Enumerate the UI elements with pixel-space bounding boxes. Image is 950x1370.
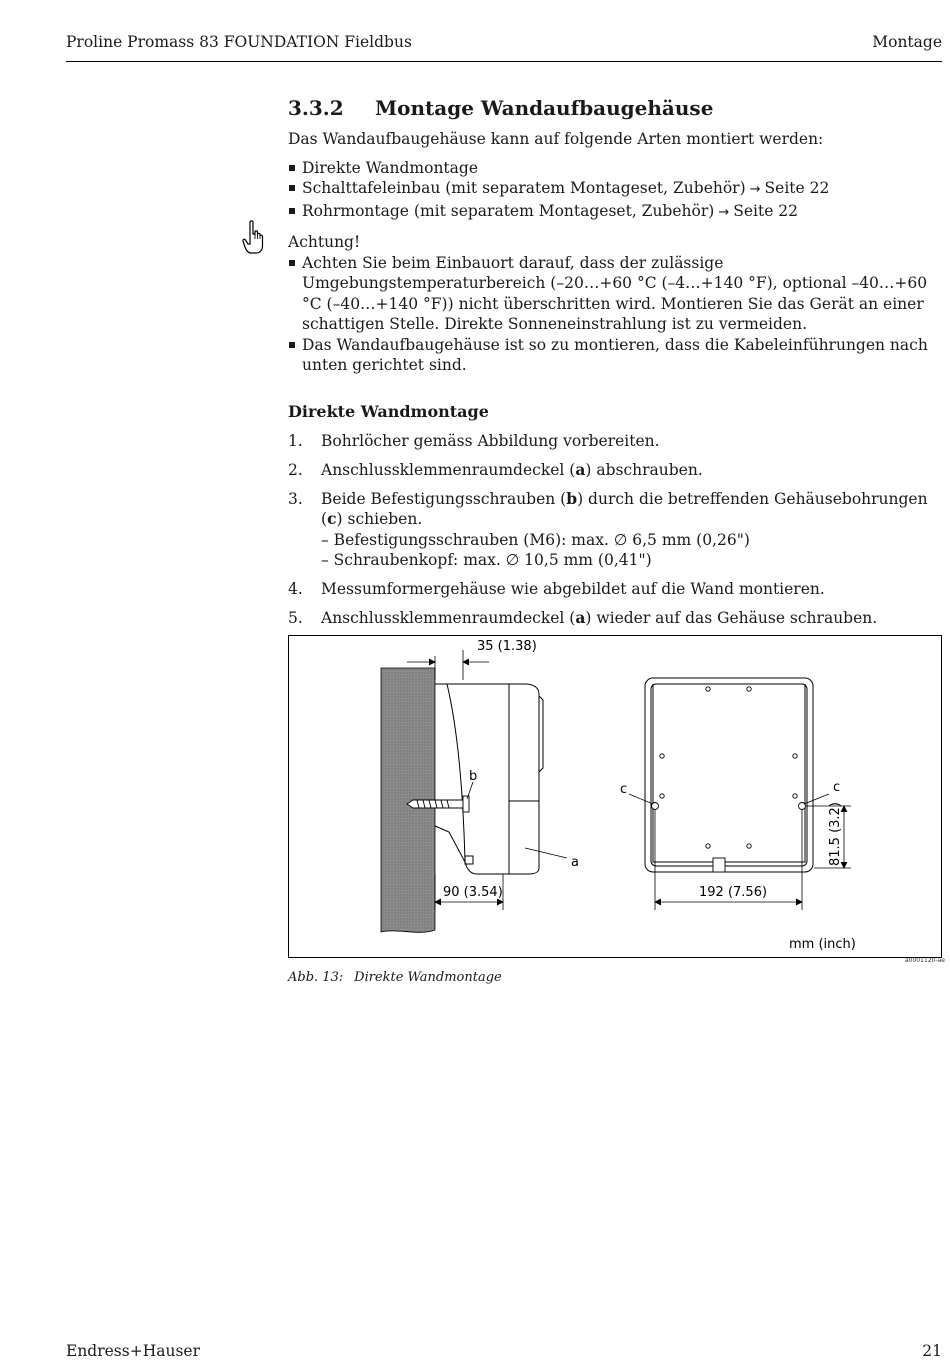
mounting-option: Direkte Wandmontage: [288, 158, 942, 179]
procedure-heading: Direkte Wandmontage: [288, 401, 489, 421]
header-chapter: Montage: [872, 33, 942, 51]
procedure-step: 5. Anschlussklemmenraumdeckel (a) wieder auf das Gehäuse schrauben.: [288, 608, 878, 627]
caution-list: [288, 253, 942, 376]
header-document-title: Proline Promass 83 FOUNDATION Fieldbus: [66, 33, 412, 51]
units-label: mm (inch): [789, 937, 856, 952]
pointing-hand-icon: [242, 220, 264, 256]
page-reference-link[interactable]: Seite 22: [733, 201, 799, 220]
wall-mount-drawing: [289, 636, 941, 957]
mounting-options-list: [288, 158, 942, 224]
housing-front-view: [645, 678, 813, 872]
dim-192: 192 (7.56): [699, 885, 768, 900]
caution-item: Das Wandaufbaugehäuse ist so zu montieren, dass die Kabeleinführungen nach unten gerichtet sind.: [288, 335, 942, 376]
procedure-step: 1. Bohrlöcher gemäss Abbildung vorbereiten.: [288, 431, 660, 450]
figure-caption: [288, 970, 502, 985]
caption-number: Abb. 13:: [288, 970, 344, 985]
dim-81-5: 81.5 (3.2): [828, 802, 843, 866]
procedure-step: 3. Beide Befestigungsschrauben (b) durch die betreffenden Gehäusebohrungen (c) schieben. – Befestigungsschrauben (M6): max. ∅ 6,5 mm (0,26") – Schraubenkopf: max. ∅ 10,5 mm (0,41"): [288, 489, 942, 571]
section-title: Montage Wandaufbaugehäuse: [375, 96, 714, 120]
procedure-step: 2. Anschlussklemmenraumdeckel (a) abschrauben.: [288, 459, 703, 479]
procedure-steps: [288, 431, 942, 629]
step-detail: – Befestigungsschrauben (M6): max. ∅ 6,5 mm (0,26"): [321, 530, 750, 549]
main-content: [288, 96, 942, 637]
mounting-option: Schalttafeleinbau (mit separatem Montageset, Zubehör) → Seite 22: [288, 178, 942, 201]
label-c-left: c: [620, 782, 628, 797]
caution-title: Achtung!: [288, 233, 361, 251]
dim-35: 35 (1.38): [477, 639, 537, 654]
arrow-right-icon: →: [749, 182, 761, 197]
mounting-figure: [288, 635, 942, 958]
caption-text: Direkte Wandmontage: [354, 970, 502, 985]
housing-side-view: [435, 684, 543, 874]
mounting-holes: [652, 687, 806, 848]
figure-id: a0001120-ae: [905, 957, 945, 964]
page-reference-link[interactable]: Seite 22: [764, 179, 830, 197]
step-detail: – Schraubenkopf: max. ∅ 10,5 mm (0,41"): [321, 551, 652, 569]
caution-note: [288, 232, 942, 376]
section-heading: [288, 96, 942, 120]
page-header: [66, 33, 942, 62]
dim-90: 90 (3.54): [443, 885, 503, 900]
section-intro: Das Wandaufbaugehäuse kann auf folgende Arten montiert werden:: [288, 130, 824, 148]
label-a: a: [571, 855, 579, 870]
label-b: b: [469, 769, 478, 784]
arrow-right-icon: →: [718, 204, 730, 220]
footer-brand: Endress+Hauser: [66, 1342, 200, 1360]
page-number: 21: [922, 1342, 942, 1360]
caution-item: Achten Sie beim Einbauort darauf, dass der zulässige Umgebungstemperaturbereich (–20…+60 °C (–4…+140 °F), optional –40…+60 °C (–40…+140 °F)) nicht überschritten wird. Montieren Sie das Gerät an einer schattigen Stelle. Direkte Sonneneinstrahlung ist zu vermeiden.: [288, 253, 942, 335]
mounting-option: Rohrmontage (mit separatem Montageset, Zubehör) → Seite 22: [288, 201, 942, 224]
label-c-right: c: [833, 780, 841, 795]
section-number: 3.3.2: [288, 96, 344, 120]
procedure-step: 4. Messumformergehäuse wie abgebildet auf die Wand montieren.: [288, 580, 825, 598]
